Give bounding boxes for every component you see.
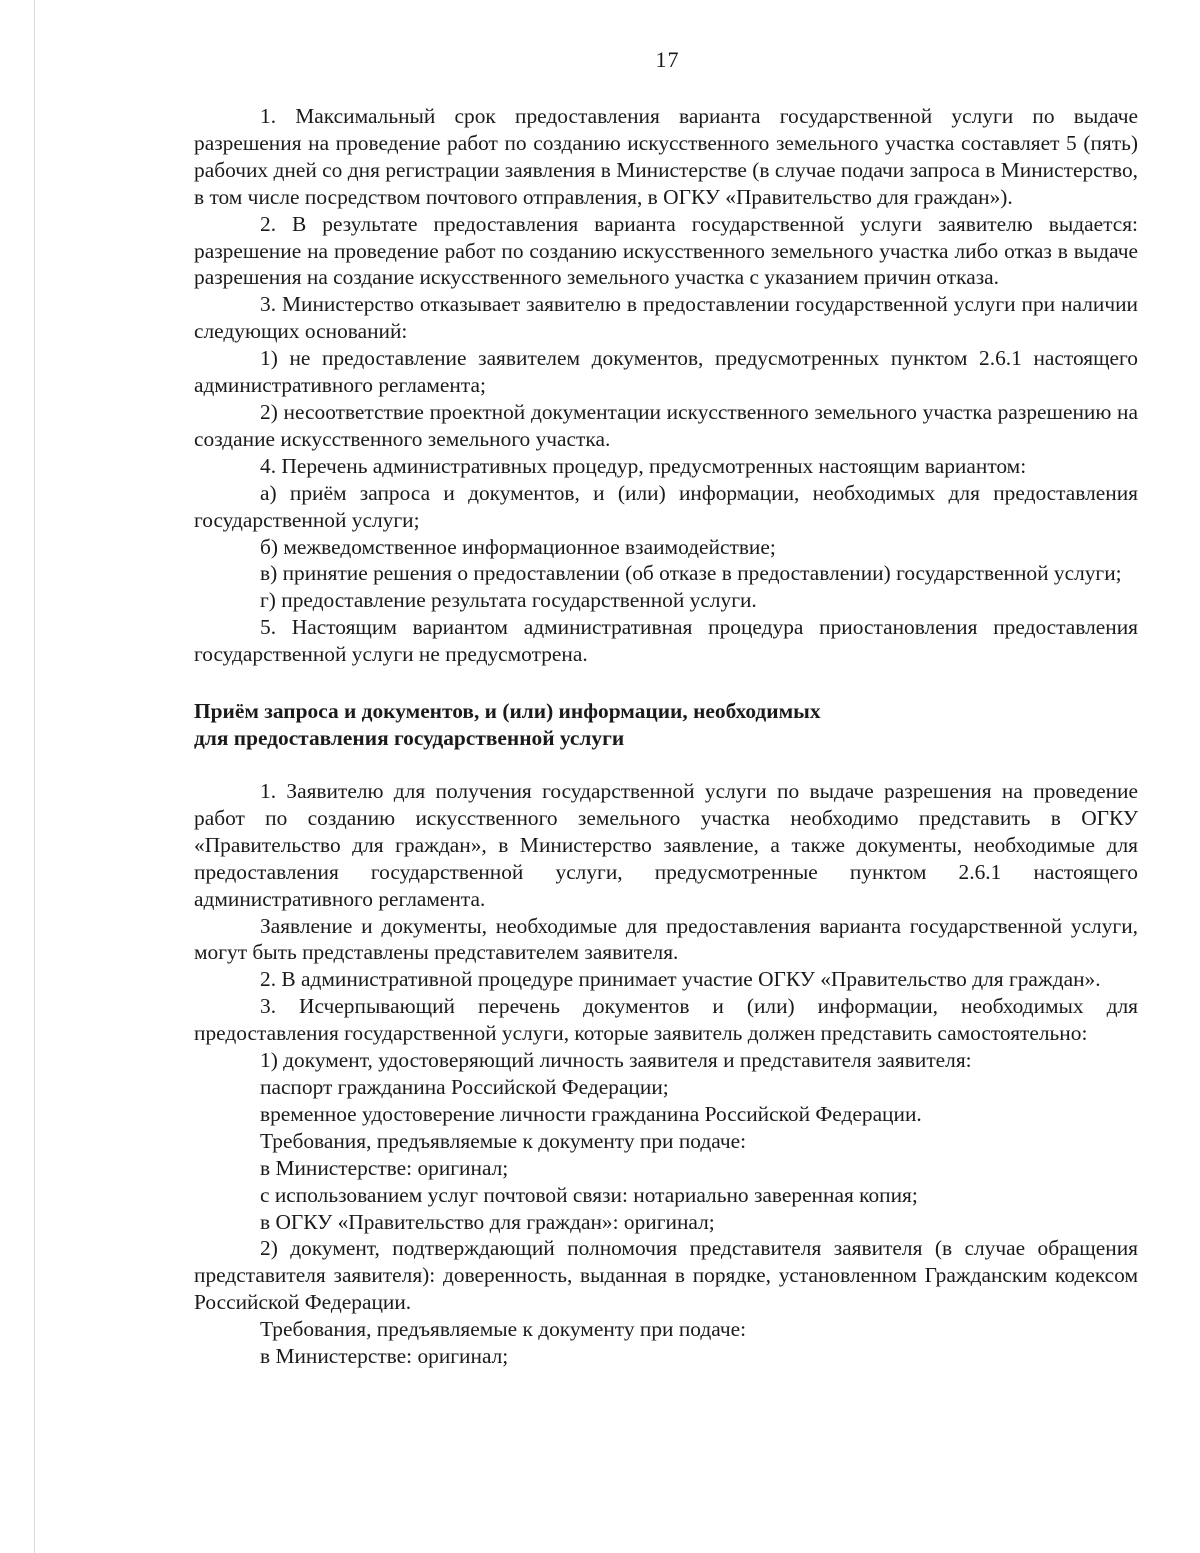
scan-edge-line — [34, 0, 35, 1553]
list-item-ministry-original-1: в Министерстве: оригинал; — [260, 1155, 509, 1180]
list-item-temporary-id: временное удостоверение личности гражданина Российской Федерации. — [260, 1101, 922, 1126]
section-heading — [194, 698, 1138, 752]
list-item-procedure-g: г) предоставление результата государственной услуги. — [260, 588, 757, 613]
paragraph-participation: 2. В административной процедуре принимает участие ОГКУ «Правительство для граждан». — [260, 967, 1101, 992]
paragraph-procedures: 4. Перечень административных процедур, предусмотренных настоящим вариантом: — [260, 453, 1027, 478]
paragraph-requirements-1: Требования, предъявляемые к документу при подаче: — [260, 1128, 747, 1153]
list-item-procedure-a: а) приём запроса и документов, и (или) информации, необходимых для предоставления государственной услуги; — [194, 480, 1138, 532]
paragraph-requirements-2: Требования, предъявляемые к документу при подаче: — [260, 1317, 747, 1342]
paragraph-representative: Заявление и документы, необходимые для предоставления варианта государственной услуги, могут быть представлены представителем заявителя. — [194, 913, 1138, 965]
paragraph-result: 2. В результате предоставления варианта государственной услуги заявителю выдается: разрешение на проведение работ по созданию искусственного земельного участка либо отказ в выдаче разрешения на создание искусственного земельного участка с указанием причин отказа. — [194, 211, 1138, 290]
list-item-identity-document: 1) документ, удостоверяющий личность заявителя и представителя заявителя: — [260, 1048, 972, 1073]
list-item-procedure-b: б) межведомственное информационное взаимодействие; — [260, 534, 776, 559]
list-item-power-of-attorney: 2) документ, подтверждающий полномочия представителя заявителя (в случае обращения представителя заявителя): доверенность, выданная в порядке, установленном Гражданским кодексом Российской Федерации. — [194, 1236, 1138, 1315]
list-item-procedure-v: в) принятие решения о предоставлении (об отказе в предоставлении) государственной услуги; — [260, 561, 1122, 586]
paragraph-no-suspension: 5. Настоящим вариантом административная процедура приостановления предоставления государственной услуги не предусмотрена. — [194, 615, 1138, 667]
paragraph-document-list: 3. Исчерпывающий перечень документов и (или) информации, необходимых для предоставления государственной услуги, которые заявитель должен представить самостоятельно: — [194, 994, 1138, 1046]
list-item-ground-2: 2) несоответствие проектной документации искусственного земельного участка разрешению на создание искусственного земельного участка. — [194, 399, 1138, 451]
section-request-reception — [194, 778, 1138, 1370]
heading-line-2: для предоставления государственной услуги — [194, 726, 625, 751]
paragraph-max-term: 1. Максимальный срок предоставления варианта государственной услуги по выдаче разрешения на проведение работ по созданию искусственного земельного участка составляет 5 (пять) рабочих дней со дня регистрации заявления в Министерстве (в случае подачи запроса в Министерство, в том числе посредством почтового отправления, в ОГКУ «Правительство для граждан»). — [194, 104, 1138, 209]
document-body — [194, 103, 1138, 1370]
list-item-passport: паспорт гражданина Российской Федерации; — [260, 1075, 669, 1099]
list-item-ministry-original-2: в Министерстве: оригинал; — [260, 1344, 509, 1369]
paragraph-refusal-grounds: 3. Министерство отказывает заявителю в предоставлении государственной услуги при наличии следующих оснований: — [194, 292, 1138, 344]
list-item-ground-1: 1) не предоставление заявителем документов, предусмотренных пунктом 2.6.1 настоящего административного регламента; — [194, 346, 1138, 398]
paragraph-submission: 1. Заявителю для получения государственной услуги по выдаче разрешения на проведение работ по созданию искусственного земельного участка необходимо представить в ОГКУ «Правительство для граждан», в Министерство заявление, а также документы, необходимые для предоставления государственной услуги, предусмотренные пунктом 2.6.1 настоящего административного регламента. — [194, 779, 1138, 911]
list-item-postal-copy: с использованием услуг почтовой связи: нотариально заверенная копия; — [260, 1182, 918, 1207]
section-variant-terms — [194, 103, 1138, 668]
heading-line-1: Приём запроса и документов, и (или) информации, необходимых — [194, 699, 821, 724]
page-number: 17 — [655, 47, 680, 72]
list-item-ogku-original: в ОГКУ «Правительство для граждан»: оригинал; — [260, 1209, 715, 1234]
